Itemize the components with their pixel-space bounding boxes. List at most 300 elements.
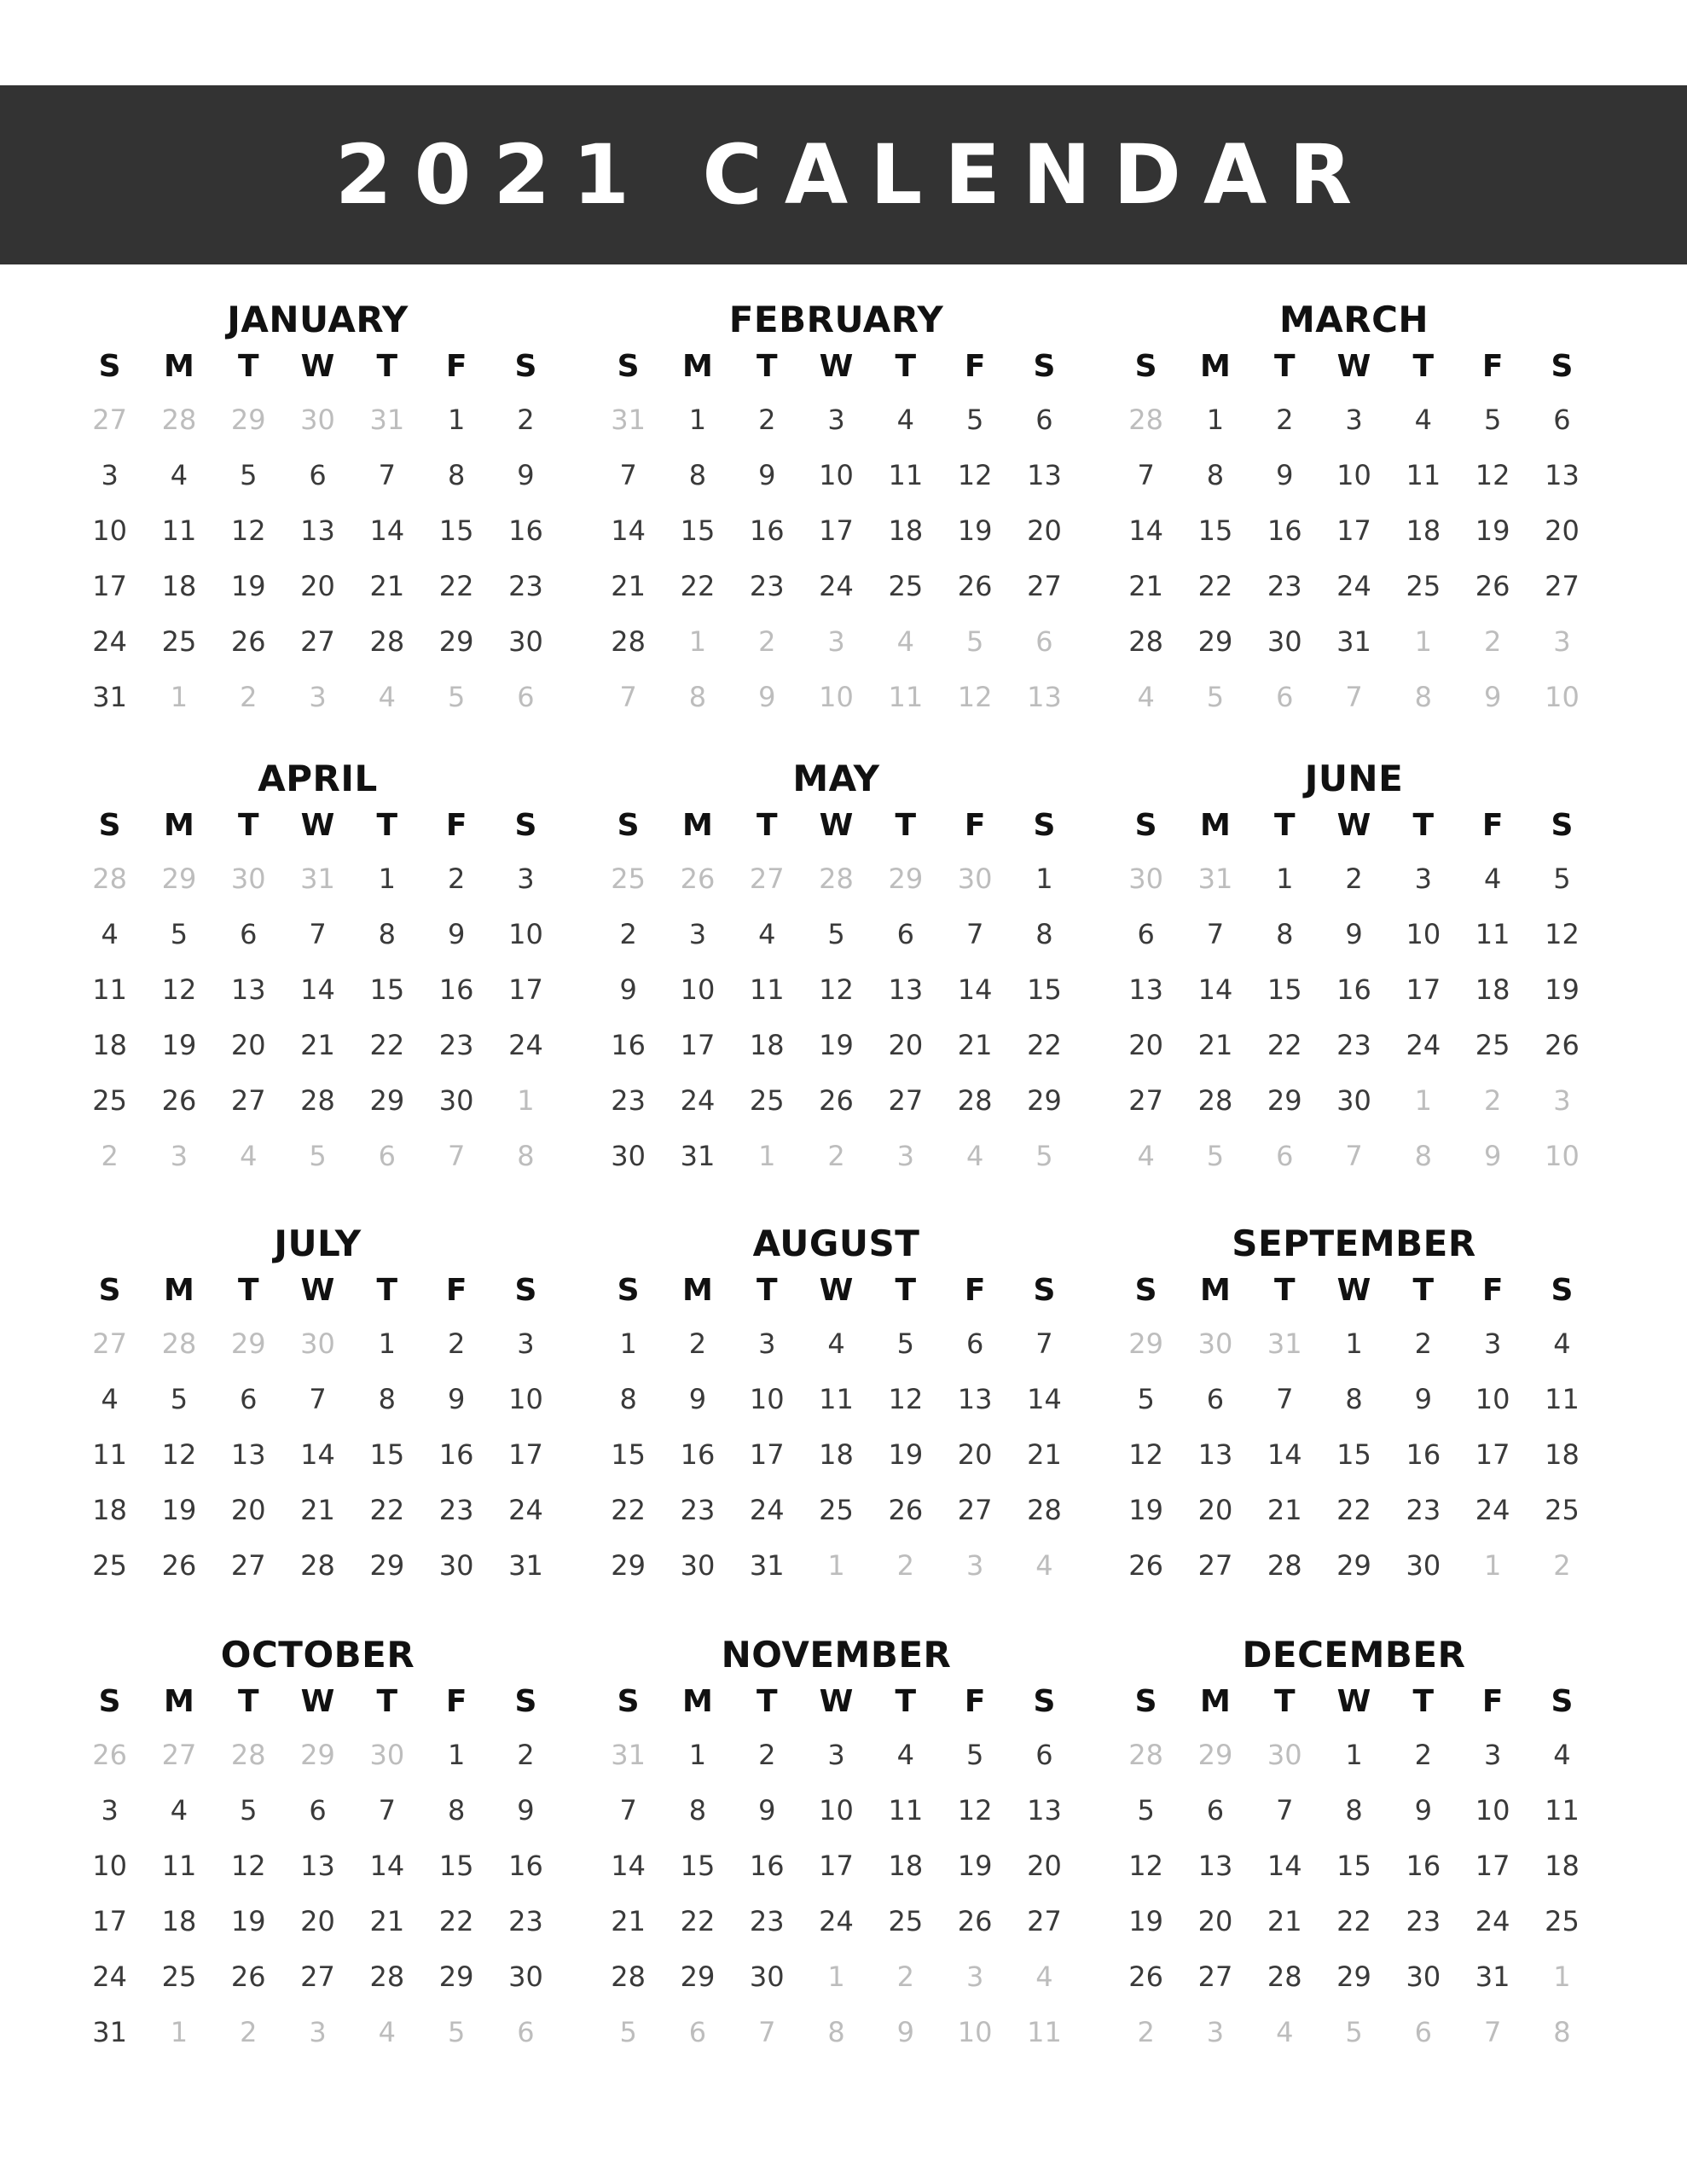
weekday-label: S <box>98 1684 121 1719</box>
weekday-label: F <box>1481 808 1504 843</box>
adjacent-month-day: 27 <box>749 863 785 895</box>
day-cell: 27 <box>957 1494 993 1526</box>
day-cell: 23 <box>438 1494 474 1526</box>
day-cell: 12 <box>1475 459 1510 491</box>
day-cell: 14 <box>369 514 405 547</box>
day-cell: 30 <box>1406 1549 1441 1582</box>
day-cell: 21 <box>611 570 646 602</box>
day-cell: 21 <box>369 1905 405 1937</box>
adjacent-month-day: 6 <box>1276 1140 1294 1172</box>
day-cell: 14 <box>1267 1438 1302 1471</box>
adjacent-month-day: 30 <box>1267 1739 1302 1771</box>
day-cell: 20 <box>300 1905 335 1937</box>
day-cell: 28 <box>611 625 646 658</box>
day-cell: 18 <box>92 1494 127 1526</box>
weekday-label: F <box>1481 1273 1504 1308</box>
month-name: SEPTEMBER <box>1232 1223 1476 1264</box>
day-cell: 1 <box>1276 863 1294 895</box>
day-cell: 29 <box>1197 625 1233 658</box>
day-cell: 3 <box>1414 863 1433 895</box>
day-cell: 21 <box>957 1029 993 1061</box>
month-name: APRIL <box>258 758 378 799</box>
weekday-label: M <box>682 1684 713 1719</box>
day-cell: 20 <box>1128 1029 1163 1061</box>
day-cell: 29 <box>1027 1084 1062 1117</box>
day-cell: 31 <box>508 1549 543 1582</box>
day-cell: 22 <box>1267 1029 1302 1061</box>
day-cell: 7 <box>619 459 637 491</box>
day-cell: 21 <box>300 1494 335 1526</box>
day-cell: 27 <box>888 1084 924 1117</box>
day-cell: 24 <box>680 1084 716 1117</box>
day-cell: 9 <box>1414 1794 1433 1827</box>
day-cell: 19 <box>888 1438 924 1471</box>
day-cell: 10 <box>1336 459 1371 491</box>
day-cell: 7 <box>378 459 397 491</box>
day-cell: 22 <box>369 1029 405 1061</box>
weekday-label: T <box>895 1684 917 1719</box>
adjacent-month-day: 3 <box>1206 2016 1225 2048</box>
weekday-label: M <box>1200 349 1231 384</box>
adjacent-month-day: 5 <box>309 1140 327 1172</box>
day-cell: 28 <box>369 1960 405 1993</box>
weekday-label: S <box>1134 808 1157 843</box>
weekday-label: T <box>756 1273 778 1308</box>
day-cell: 10 <box>749 1383 785 1415</box>
day-cell: 18 <box>1545 1438 1580 1471</box>
day-cell: 9 <box>1276 459 1294 491</box>
day-cell: 30 <box>680 1549 716 1582</box>
day-cell: 9 <box>517 459 535 491</box>
day-cell: 5 <box>1483 404 1502 436</box>
adjacent-month-day: 31 <box>611 1739 646 1771</box>
day-cell: 5 <box>240 459 258 491</box>
day-cell: 20 <box>888 1029 924 1061</box>
day-cell: 30 <box>508 625 543 658</box>
day-cell: 7 <box>309 918 327 950</box>
adjacent-month-day: 2 <box>101 1140 119 1172</box>
day-cell: 3 <box>517 863 535 895</box>
day-cell: 31 <box>92 2016 127 2048</box>
month-name: NOVEMBER <box>721 1634 952 1676</box>
day-cell: 26 <box>957 1905 993 1937</box>
day-cell: 15 <box>438 1850 474 1882</box>
day-cell: 16 <box>1406 1850 1441 1882</box>
day-cell: 26 <box>161 1084 197 1117</box>
day-cell: 7 <box>1276 1794 1294 1827</box>
adjacent-month-day: 1 <box>517 1084 535 1117</box>
day-cell: 17 <box>508 973 543 1006</box>
weekday-label: S <box>514 1273 537 1308</box>
day-cell: 2 <box>517 1739 535 1771</box>
adjacent-month-day: 31 <box>300 863 335 895</box>
adjacent-month-day: 28 <box>1128 404 1163 436</box>
day-cell: 21 <box>300 1029 335 1061</box>
weekday-label: S <box>1551 808 1574 843</box>
day-cell: 3 <box>1483 1739 1502 1771</box>
weekday-label: M <box>1200 808 1231 843</box>
day-cell: 22 <box>1027 1029 1062 1061</box>
weekday-label: W <box>1336 1273 1371 1308</box>
adjacent-month-day: 7 <box>1345 1140 1363 1172</box>
day-cell: 28 <box>957 1084 993 1117</box>
day-cell: 13 <box>1027 1794 1062 1827</box>
day-cell: 14 <box>957 973 993 1006</box>
day-cell: 12 <box>1128 1438 1163 1471</box>
adjacent-month-day: 1 <box>170 681 188 713</box>
adjacent-month-day: 2 <box>240 681 258 713</box>
day-cell: 1 <box>1345 1327 1363 1360</box>
weekday-label: T <box>895 1273 917 1308</box>
adjacent-month-day: 5 <box>619 2016 637 2048</box>
day-cell: 2 <box>688 1327 707 1360</box>
day-cell: 13 <box>230 1438 266 1471</box>
day-cell: 6 <box>965 1327 984 1360</box>
adjacent-month-day: 29 <box>1197 1739 1233 1771</box>
day-cell: 6 <box>240 918 258 950</box>
day-cell: 6 <box>1035 1739 1053 1771</box>
adjacent-month-day: 9 <box>758 681 776 713</box>
adjacent-month-day: 5 <box>447 2016 466 2048</box>
day-cell: 4 <box>170 1794 188 1827</box>
day-cell: 6 <box>309 459 327 491</box>
adjacent-month-day: 28 <box>1128 1739 1163 1771</box>
day-cell: 3 <box>101 459 119 491</box>
day-cell: 19 <box>1128 1494 1163 1526</box>
weekday-label: F <box>964 349 986 384</box>
day-cell: 19 <box>161 1494 197 1526</box>
weekday-label: T <box>1273 349 1296 384</box>
adjacent-month-day: 13 <box>1027 681 1062 713</box>
day-cell: 6 <box>1206 1383 1225 1415</box>
day-cell: 11 <box>92 1438 127 1471</box>
day-cell: 11 <box>1545 1794 1580 1827</box>
day-cell: 9 <box>688 1383 707 1415</box>
day-cell: 17 <box>92 1905 127 1937</box>
weekday-label: S <box>98 349 121 384</box>
weekday-label: S <box>514 808 537 843</box>
day-cell: 8 <box>1035 918 1053 950</box>
day-cell: 30 <box>1336 1084 1371 1117</box>
day-cell: 23 <box>1267 570 1302 602</box>
day-cell: 10 <box>508 918 543 950</box>
weekday-label: S <box>1134 349 1157 384</box>
adjacent-month-day: 27 <box>161 1739 197 1771</box>
day-cell: 26 <box>230 625 266 658</box>
adjacent-month-day: 27 <box>92 404 127 436</box>
day-cell: 16 <box>1336 973 1371 1006</box>
day-cell: 1 <box>1345 1739 1363 1771</box>
day-cell: 4 <box>896 404 915 436</box>
weekday-label: S <box>1134 1273 1157 1308</box>
day-cell: 4 <box>1414 404 1433 436</box>
day-cell: 22 <box>680 570 716 602</box>
adjacent-month-day: 8 <box>517 1140 535 1172</box>
weekday-label: W <box>819 1273 854 1308</box>
day-cell: 15 <box>680 1850 716 1882</box>
day-cell: 28 <box>1128 625 1163 658</box>
weekday-label: T <box>237 1273 259 1308</box>
day-cell: 18 <box>1475 973 1510 1006</box>
weekday-label: T <box>756 1684 778 1719</box>
weekday-label: M <box>682 349 713 384</box>
weekday-label: F <box>1481 1684 1504 1719</box>
day-cell: 28 <box>1027 1494 1062 1526</box>
day-cell: 6 <box>1206 1794 1225 1827</box>
day-cell: 31 <box>92 681 127 713</box>
day-cell: 6 <box>240 1383 258 1415</box>
day-cell: 2 <box>447 863 466 895</box>
adjacent-month-day: 2 <box>896 1960 915 1993</box>
adjacent-month-day: 25 <box>611 863 646 895</box>
day-cell: 5 <box>1137 1383 1155 1415</box>
day-cell: 14 <box>1027 1383 1062 1415</box>
day-cell: 16 <box>1267 514 1302 547</box>
day-cell: 7 <box>1206 918 1225 950</box>
month-name: JULY <box>274 1223 362 1264</box>
day-cell: 25 <box>888 1905 924 1937</box>
weekday-label: W <box>300 1684 335 1719</box>
day-cell: 31 <box>680 1140 716 1172</box>
day-cell: 13 <box>1128 973 1163 1006</box>
day-cell: 27 <box>300 625 335 658</box>
adjacent-month-day: 29 <box>300 1739 335 1771</box>
adjacent-month-day: 31 <box>369 404 405 436</box>
day-cell: 20 <box>957 1438 993 1471</box>
day-cell: 31 <box>1336 625 1371 658</box>
day-cell: 25 <box>1475 1029 1510 1061</box>
day-cell: 13 <box>1027 459 1062 491</box>
weekday-label: W <box>300 349 335 384</box>
day-cell: 2 <box>619 918 637 950</box>
adjacent-month-day: 3 <box>1553 625 1571 658</box>
day-cell: 7 <box>1137 459 1155 491</box>
day-cell: 18 <box>888 514 924 547</box>
day-cell: 2 <box>447 1327 466 1360</box>
day-cell: 19 <box>819 1029 854 1061</box>
day-cell: 22 <box>438 570 474 602</box>
adjacent-month-day: 30 <box>369 1739 405 1771</box>
day-cell: 27 <box>300 1960 335 1993</box>
day-cell: 9 <box>1345 918 1363 950</box>
day-cell: 17 <box>1336 514 1371 547</box>
day-cell: 8 <box>688 1794 707 1827</box>
day-cell: 16 <box>611 1029 646 1061</box>
day-cell: 7 <box>1276 1383 1294 1415</box>
day-cell: 6 <box>1137 918 1155 950</box>
day-cell: 9 <box>758 459 776 491</box>
adjacent-month-day: 5 <box>447 681 466 713</box>
day-cell: 14 <box>300 973 335 1006</box>
day-cell: 5 <box>1137 1794 1155 1827</box>
day-cell: 13 <box>957 1383 993 1415</box>
weekday-label: W <box>1336 808 1371 843</box>
adjacent-month-day: 4 <box>896 625 915 658</box>
weekday-label: T <box>1412 1684 1435 1719</box>
adjacent-month-day: 7 <box>1345 681 1363 713</box>
day-cell: 31 <box>749 1549 785 1582</box>
day-cell: 19 <box>230 1905 266 1937</box>
weekday-label: S <box>1033 349 1056 384</box>
day-cell: 1 <box>688 404 707 436</box>
weekday-label: S <box>1551 1684 1574 1719</box>
day-cell: 4 <box>101 1383 119 1415</box>
adjacent-month-day: 4 <box>1137 1140 1155 1172</box>
weekday-label: T <box>237 808 259 843</box>
day-cell: 26 <box>1128 1960 1163 1993</box>
adjacent-month-day: 2 <box>896 1549 915 1582</box>
day-cell: 14 <box>611 1850 646 1882</box>
weekday-label: W <box>1336 349 1371 384</box>
weekday-label: T <box>376 808 398 843</box>
adjacent-month-day: 4 <box>1035 1960 1053 1993</box>
weekday-label: T <box>376 349 398 384</box>
day-cell: 5 <box>170 918 188 950</box>
day-cell: 14 <box>1197 973 1233 1006</box>
day-cell: 28 <box>300 1549 335 1582</box>
adjacent-month-day: 1 <box>688 625 707 658</box>
day-cell: 13 <box>1197 1438 1233 1471</box>
day-cell: 20 <box>300 570 335 602</box>
day-cell: 16 <box>749 1850 785 1882</box>
weekday-label: M <box>682 808 713 843</box>
day-cell: 21 <box>369 570 405 602</box>
adjacent-month-day: 30 <box>1128 863 1163 895</box>
weekday-label: W <box>819 349 854 384</box>
day-cell: 1 <box>447 404 466 436</box>
adjacent-month-day: 4 <box>1137 681 1155 713</box>
title-banner <box>0 85 1687 264</box>
day-cell: 17 <box>508 1438 543 1471</box>
month-name: MARCH <box>1278 299 1429 340</box>
day-cell: 2 <box>1414 1739 1433 1771</box>
month-name: FEBRUARY <box>728 299 944 340</box>
day-cell: 29 <box>611 1549 646 1582</box>
weekday-label: S <box>514 349 537 384</box>
day-cell: 25 <box>161 625 197 658</box>
month-name: JUNE <box>1304 758 1404 799</box>
day-cell: 20 <box>1197 1494 1233 1526</box>
weekday-label: T <box>1273 1273 1296 1308</box>
day-cell: 4 <box>1553 1739 1571 1771</box>
day-cell: 26 <box>161 1549 197 1582</box>
day-cell: 11 <box>888 1794 924 1827</box>
adjacent-month-day: 1 <box>827 1960 845 1993</box>
day-cell: 25 <box>161 1960 197 1993</box>
weekday-label: S <box>98 808 121 843</box>
weekday-label: M <box>164 349 194 384</box>
day-cell: 7 <box>378 1794 397 1827</box>
day-cell: 24 <box>508 1029 543 1061</box>
day-cell: 8 <box>378 1383 397 1415</box>
day-cell: 5 <box>965 404 984 436</box>
day-cell: 3 <box>758 1327 776 1360</box>
adjacent-month-day: 5 <box>1206 1140 1225 1172</box>
day-cell: 29 <box>369 1549 405 1582</box>
day-cell: 15 <box>680 514 716 547</box>
weekday-label: T <box>1273 808 1296 843</box>
weekday-label: S <box>1033 1273 1056 1308</box>
day-cell: 8 <box>447 459 466 491</box>
weekday-label: S <box>1551 349 1574 384</box>
day-cell: 25 <box>92 1084 127 1117</box>
adjacent-month-day: 7 <box>447 1140 466 1172</box>
day-cell: 5 <box>965 1739 984 1771</box>
day-cell: 10 <box>680 973 716 1006</box>
day-cell: 4 <box>101 918 119 950</box>
day-cell: 8 <box>1276 918 1294 950</box>
adjacent-month-day: 9 <box>896 2016 915 2048</box>
weekday-label: T <box>376 1273 398 1308</box>
day-cell: 12 <box>161 1438 197 1471</box>
weekday-label: M <box>1200 1273 1231 1308</box>
month-name: DECEMBER <box>1242 1634 1466 1676</box>
day-cell: 23 <box>508 1905 543 1937</box>
adjacent-month-day: 5 <box>965 625 984 658</box>
day-cell: 15 <box>1336 1850 1371 1882</box>
adjacent-month-day: 3 <box>170 1140 188 1172</box>
day-cell: 23 <box>1406 1905 1441 1937</box>
adjacent-month-day: 30 <box>300 1327 335 1360</box>
day-cell: 5 <box>1553 863 1571 895</box>
adjacent-month-day: 2 <box>1553 1549 1571 1582</box>
day-cell: 28 <box>1197 1084 1233 1117</box>
adjacent-month-day: 31 <box>1197 863 1233 895</box>
day-cell: 12 <box>161 973 197 1006</box>
adjacent-month-day: 1 <box>1414 1084 1433 1117</box>
day-cell: 29 <box>438 1960 474 1993</box>
weekday-label: T <box>237 1684 259 1719</box>
day-cell: 25 <box>1545 1905 1580 1937</box>
day-cell: 17 <box>749 1438 785 1471</box>
day-cell: 21 <box>1128 570 1163 602</box>
day-cell: 22 <box>1197 570 1233 602</box>
day-cell: 30 <box>438 1084 474 1117</box>
day-cell: 13 <box>1545 459 1580 491</box>
day-cell: 9 <box>447 1383 466 1415</box>
adjacent-month-day: 3 <box>827 625 845 658</box>
day-cell: 26 <box>819 1084 854 1117</box>
day-cell: 19 <box>957 514 993 547</box>
day-cell: 27 <box>1197 1549 1233 1582</box>
weekday-label: M <box>682 1273 713 1308</box>
adjacent-month-day: 1 <box>1414 625 1433 658</box>
day-cell: 17 <box>680 1029 716 1061</box>
day-cell: 10 <box>92 1850 127 1882</box>
day-cell: 24 <box>92 625 127 658</box>
weekday-label: T <box>1273 1684 1296 1719</box>
day-cell: 6 <box>1035 404 1053 436</box>
adjacent-month-day: 29 <box>161 863 197 895</box>
adjacent-month-day: 3 <box>309 681 327 713</box>
day-cell: 3 <box>1345 404 1363 436</box>
adjacent-month-day: 5 <box>1035 1140 1053 1172</box>
day-cell: 9 <box>619 973 637 1006</box>
adjacent-month-day: 6 <box>378 1140 397 1172</box>
day-cell: 3 <box>688 918 707 950</box>
day-cell: 1 <box>688 1739 707 1771</box>
weekday-label: S <box>98 1273 121 1308</box>
day-cell: 9 <box>517 1794 535 1827</box>
adjacent-month-day: 26 <box>680 863 716 895</box>
day-cell: 19 <box>957 1850 993 1882</box>
month-name: JANUARY <box>227 299 409 340</box>
adjacent-month-day: 3 <box>965 1549 984 1582</box>
day-cell: 13 <box>300 514 335 547</box>
day-cell: 30 <box>749 1960 785 1993</box>
day-cell: 4 <box>1553 1327 1571 1360</box>
day-cell: 8 <box>447 1794 466 1827</box>
